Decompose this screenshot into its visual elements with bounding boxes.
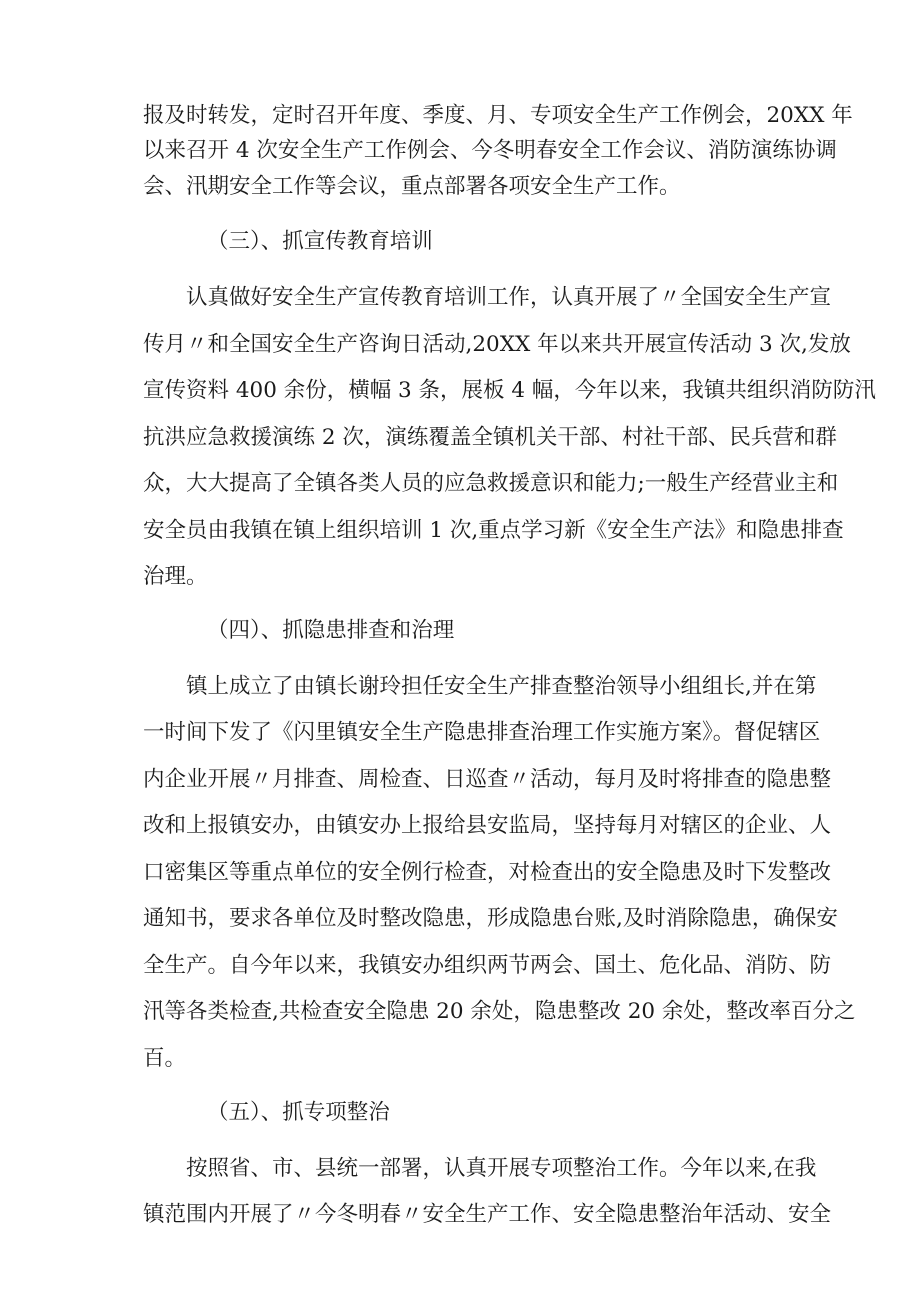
section-heading-3: （三）、抓宣传教育培训 — [207, 229, 433, 254]
paragraph-line: 全生产。自今年以来，我镇安办组织两节两会、国土、危化品、消防、防 — [143, 953, 832, 978]
paragraph-line: 宣传资料 400 余份，横幅 3 条，展板 4 幅，今年以来，我镇共组织消防防汛 — [143, 378, 876, 403]
paragraph-line: 按照省、市、县统一部署，认真开展专项整治工作。今年以来,在我 — [186, 1156, 817, 1181]
section-heading-5: （五）、抓专项整治 — [207, 1100, 390, 1125]
paragraph-line: 安全员由我镇在镇上组织培训 1 次,重点学习新《安全生产法》和隐患排查 — [143, 518, 844, 543]
paragraph-line: 抗洪应急救援演练 2 次，演练覆盖全镇机关干部、村社干部、民兵营和群 — [143, 425, 837, 450]
paragraph-line: 百。 — [143, 1046, 187, 1071]
paragraph-line: 一时间下发了《闪里镇安全生产隐患排查治理工作实施方案》。督促辖区 — [143, 720, 821, 745]
paragraph-line: 口密集区等重点单位的安全例行检查，对检查出的安全隐患及时下发整改 — [143, 860, 832, 885]
paragraph-line: 报及时转发，定时召开年度、季度、月、专项安全生产工作例会，20XX 年 — [143, 103, 853, 128]
paragraph-line: 镇上成立了由镇长谢玲担任安全生产排查整治领导小组组长,并在第 — [186, 674, 817, 699]
paragraph-line: 会、汛期安全工作等会议，重点部署各项安全生产工作。 — [143, 174, 681, 199]
paragraph-line: 汛等各类检查,共检查安全隐患 20 余处，隐患整改 20 余处，整改率百分之 — [143, 999, 856, 1024]
paragraph-line: 认真做好安全生产宣传教育培训工作，认真开展了〃全国安全生产宣 — [186, 285, 832, 310]
paragraph-line: 治理。 — [143, 564, 208, 589]
section-heading-4: （四）、抓隐患排查和治理 — [207, 618, 455, 643]
paragraph-line: 内企业开展〃月排查、周检查、日巡查〃活动，每月及时将排查的隐患整 — [143, 767, 832, 792]
paragraph-line: 以来召开 4 次安全生产工作例会、今冬明春安全工作会议、消防演练协调 — [143, 138, 837, 163]
paragraph-line: 通知书，要求各单位及时整改隐患，形成隐患台账,及时消除隐患，确保安 — [143, 906, 838, 931]
paragraph-line: 镇范围内开展了〃今冬明春〃安全生产工作、安全隐患整治年活动、安全 — [143, 1202, 832, 1227]
paragraph-line: 众，大大提高了全镇各类人员的应急救援意识和能力;一般生产经营业主和 — [143, 471, 839, 496]
paragraph-line: 传月〃和全国安全生产咨询日活动,20XX 年以来共开展宣传活动 3 次,发放 — [143, 332, 851, 357]
paragraph-line: 改和上报镇安办，由镇安办上报给县安监局，坚持每月对辖区的企业、人 — [143, 813, 832, 838]
